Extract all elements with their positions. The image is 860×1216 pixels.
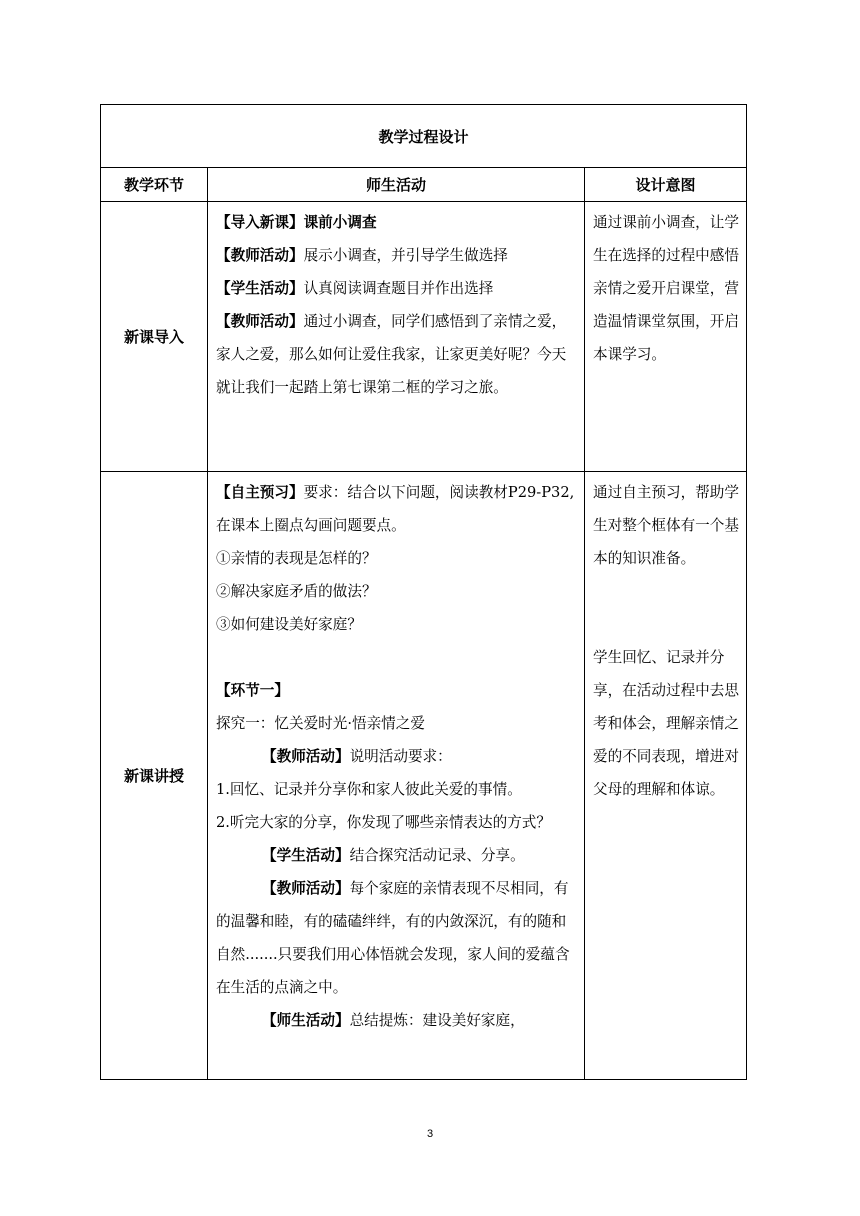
student-activity — [216, 839, 576, 872]
intro-tag-1: 【导入新课】 — [216, 214, 304, 231]
joint-activity — [216, 1004, 576, 1037]
intro-tag-4: 【教师活动】 — [216, 313, 304, 330]
intro-text-2: 展示小调查，并引导学生做选择 — [303, 247, 508, 264]
intro-text-1: 课前小调查 — [303, 214, 377, 231]
intent-intro: 通过课前小调查，让学生在选择的过程中感悟亲情之爱开启课堂，营造温情课堂氛围，开启本课学习。 — [585, 202, 747, 472]
requirement-1: 1.回忆、记录并分享你和家人彼此关爱的事情。 — [216, 781, 522, 798]
section-subtitle: 探究一：忆关爱时光·悟亲情之爱 — [216, 715, 425, 732]
teacher-tag-1: 【教师活动】 — [262, 748, 350, 765]
teacher-tag-2: 【教师活动】 — [262, 880, 350, 897]
intent-teaching — [585, 472, 747, 1080]
preview-question-1: ①亲情的表现是怎样的？ — [216, 550, 377, 567]
intro-tag-2: 【教师活动】 — [216, 247, 304, 264]
intro-line-3 — [216, 272, 576, 305]
header-activity: 师生活动 — [208, 168, 585, 202]
preview-text: 要求：结合以下问题，阅读教材P29-P32,在课本上圈点勾画问题要点。 — [216, 484, 575, 534]
section-tag: 【环节一】 — [216, 682, 289, 699]
intent-teaching-2: 学生回忆、记录并分享，在活动过程中去思考和体会，理解亲情之爱的不同表现，增进对父母的理解和体谅。 — [593, 649, 739, 798]
activity-teaching — [208, 472, 585, 1080]
page-number: 3 — [426, 1128, 434, 1140]
preview-paragraph — [216, 476, 576, 542]
joint-text: 总结提炼：建设美好家庭， — [349, 1012, 525, 1029]
header-stage: 教学环节 — [101, 168, 208, 202]
student-text: 结合探究活动记录、分享。 — [349, 847, 525, 864]
teacher-activity-1 — [216, 740, 576, 773]
intro-line-2 — [216, 239, 576, 272]
intent-teaching-1: 通过自主预习，帮助学生对整个框体有一个基本的知识准备。 — [593, 484, 739, 567]
intent-spacer — [593, 575, 740, 641]
intro-line-1 — [216, 206, 576, 239]
intro-text-4: 通过小调查，同学们感悟到了亲情之爱，家人之爱，那么如何让爱住我家，让家更美好呢？今天就让我们一起踏上第七课第二框的学习之旅。 — [216, 313, 567, 396]
joint-tag: 【师生活动】 — [262, 1012, 350, 1029]
stage-intro: 新课导入 — [101, 202, 208, 472]
teacher-activity-2 — [216, 872, 576, 1004]
student-tag: 【学生活动】 — [262, 847, 350, 864]
spacer — [216, 641, 576, 674]
stage-teaching: 新课讲授 — [101, 472, 208, 1080]
preview-tag: 【自主预习】 — [216, 484, 304, 501]
intro-tag-3: 【学生活动】 — [216, 280, 304, 297]
table-title: 教学过程设计 — [101, 105, 747, 168]
lesson-plan-table — [100, 104, 747, 1080]
header-intent: 设计意图 — [585, 168, 747, 202]
intro-text-3: 认真阅读调查题目并作出选择 — [303, 280, 494, 297]
requirement-2: 2.听完大家的分享，你发现了哪些亲情表达的方式？ — [216, 814, 551, 831]
preview-question-3: ③如何建设美好家庭？ — [216, 616, 362, 633]
intro-line-4 — [216, 305, 576, 404]
activity-intro — [208, 202, 585, 472]
preview-question-2: ②解决家庭矛盾的做法？ — [216, 583, 377, 600]
teacher-text-1: 说明活动要求： — [349, 748, 452, 765]
teacher-text-2: 每个家庭的亲情表现不尽相同，有的温馨和睦，有的磕磕绊绊，有的内敛深沉，有的随和自然.......只要我们用心体悟就会发现，家人间的爱蕴含在生活的点滴之中。 — [216, 880, 570, 996]
